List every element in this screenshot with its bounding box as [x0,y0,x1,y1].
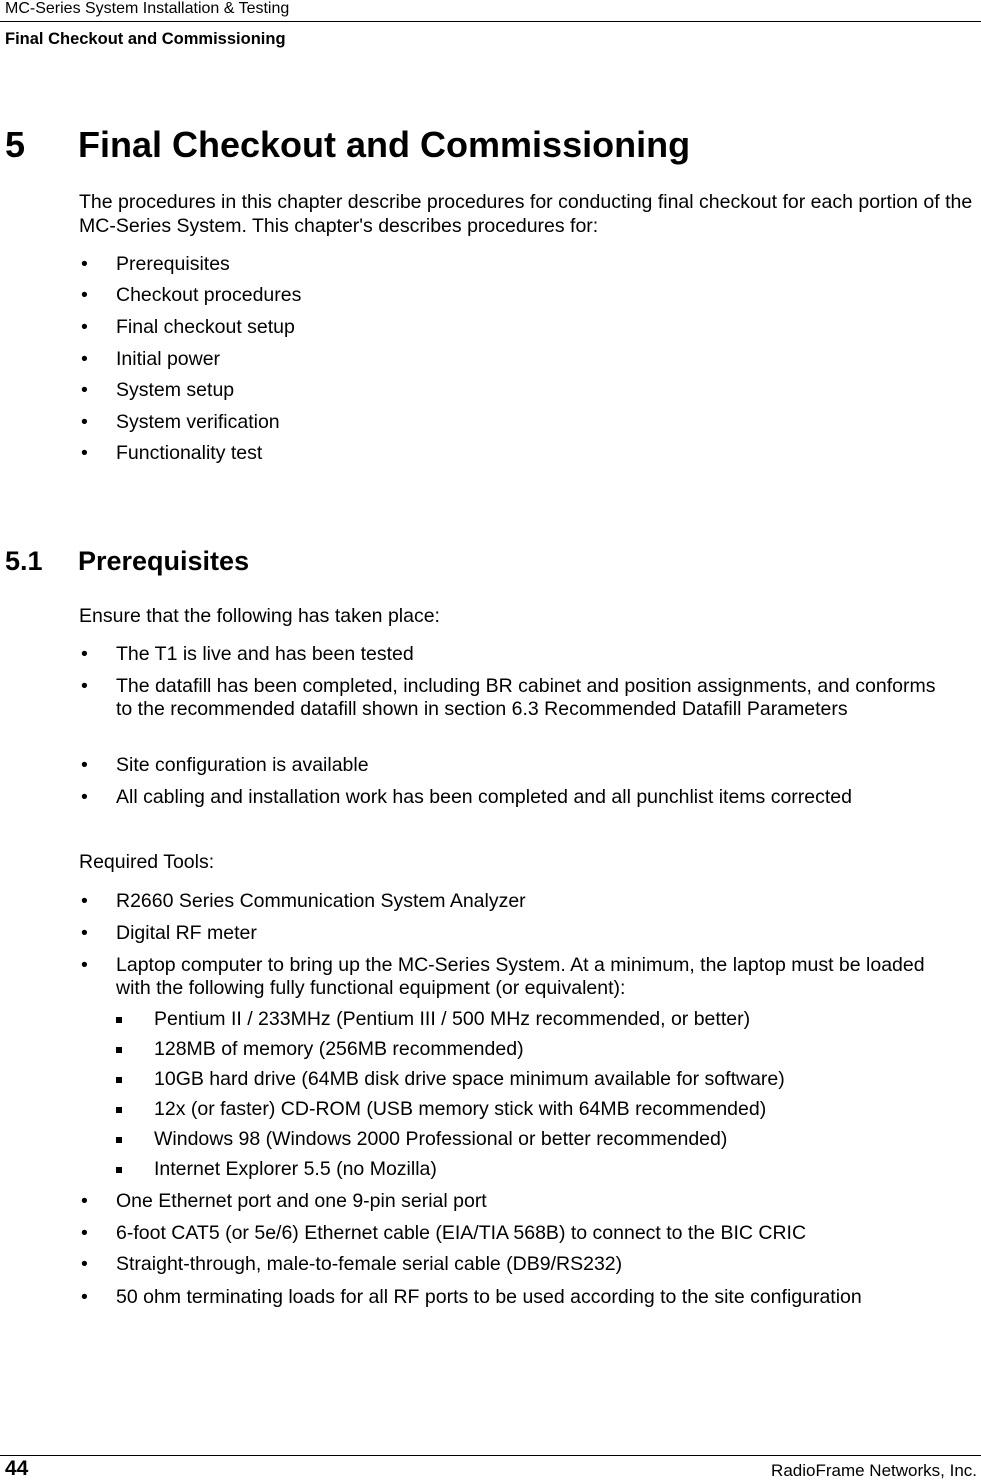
chapter-intro: The procedures in this chapter describe procedures for conducting final checkout for each portion of the MC-Series System. This chapter's describes procedures for: [79,191,973,237]
bullet-icon: • [81,348,88,370]
square-bullet-icon [116,1077,122,1083]
bullet-icon: • [81,379,88,401]
bullet-icon: • [81,1286,88,1308]
running-header-section: Final Checkout and Commissioning [5,30,286,48]
footer-company: RadioFrame Networks, Inc. [771,1461,977,1480]
section-intro: Ensure that the following has taken place: [79,605,440,627]
header-rule [0,21,981,22]
bullet-icon: • [81,1253,88,1275]
square-bullet-icon [116,1107,122,1113]
bullet-icon: • [81,922,88,944]
bullet-icon: • [81,442,88,464]
running-header-title: MC-Series System Installation & Testing [5,0,290,17]
footer-rule [0,1455,981,1456]
chapter-number: 5 [5,124,26,165]
square-bullet-icon [116,1167,122,1173]
bullet-icon: • [81,1190,88,1212]
page-number: 44 [5,1457,29,1480]
bullet-icon: • [81,253,88,275]
bullet-icon: • [81,786,88,808]
bullet-icon: • [81,675,88,697]
bullet-icon: • [81,643,88,665]
square-bullet-icon [116,1017,122,1023]
section-heading [5,546,249,577]
bullet-icon: • [81,954,88,976]
required-tools-label: Required Tools: [79,851,215,873]
bullet-icon: • [81,284,88,306]
section-title: Prerequisites [78,546,250,576]
chapter-heading [5,124,690,166]
bullet-icon: • [81,1222,88,1244]
bullet-icon: • [81,890,88,912]
bullet-icon: • [81,411,88,433]
bullet-icon: • [81,754,88,776]
bullet-icon: • [81,316,88,338]
square-bullet-icon [116,1047,122,1053]
square-bullet-icon [116,1137,122,1143]
section-number: 5.1 [5,546,43,576]
chapter-title: Final Checkout and Commissioning [78,124,691,165]
